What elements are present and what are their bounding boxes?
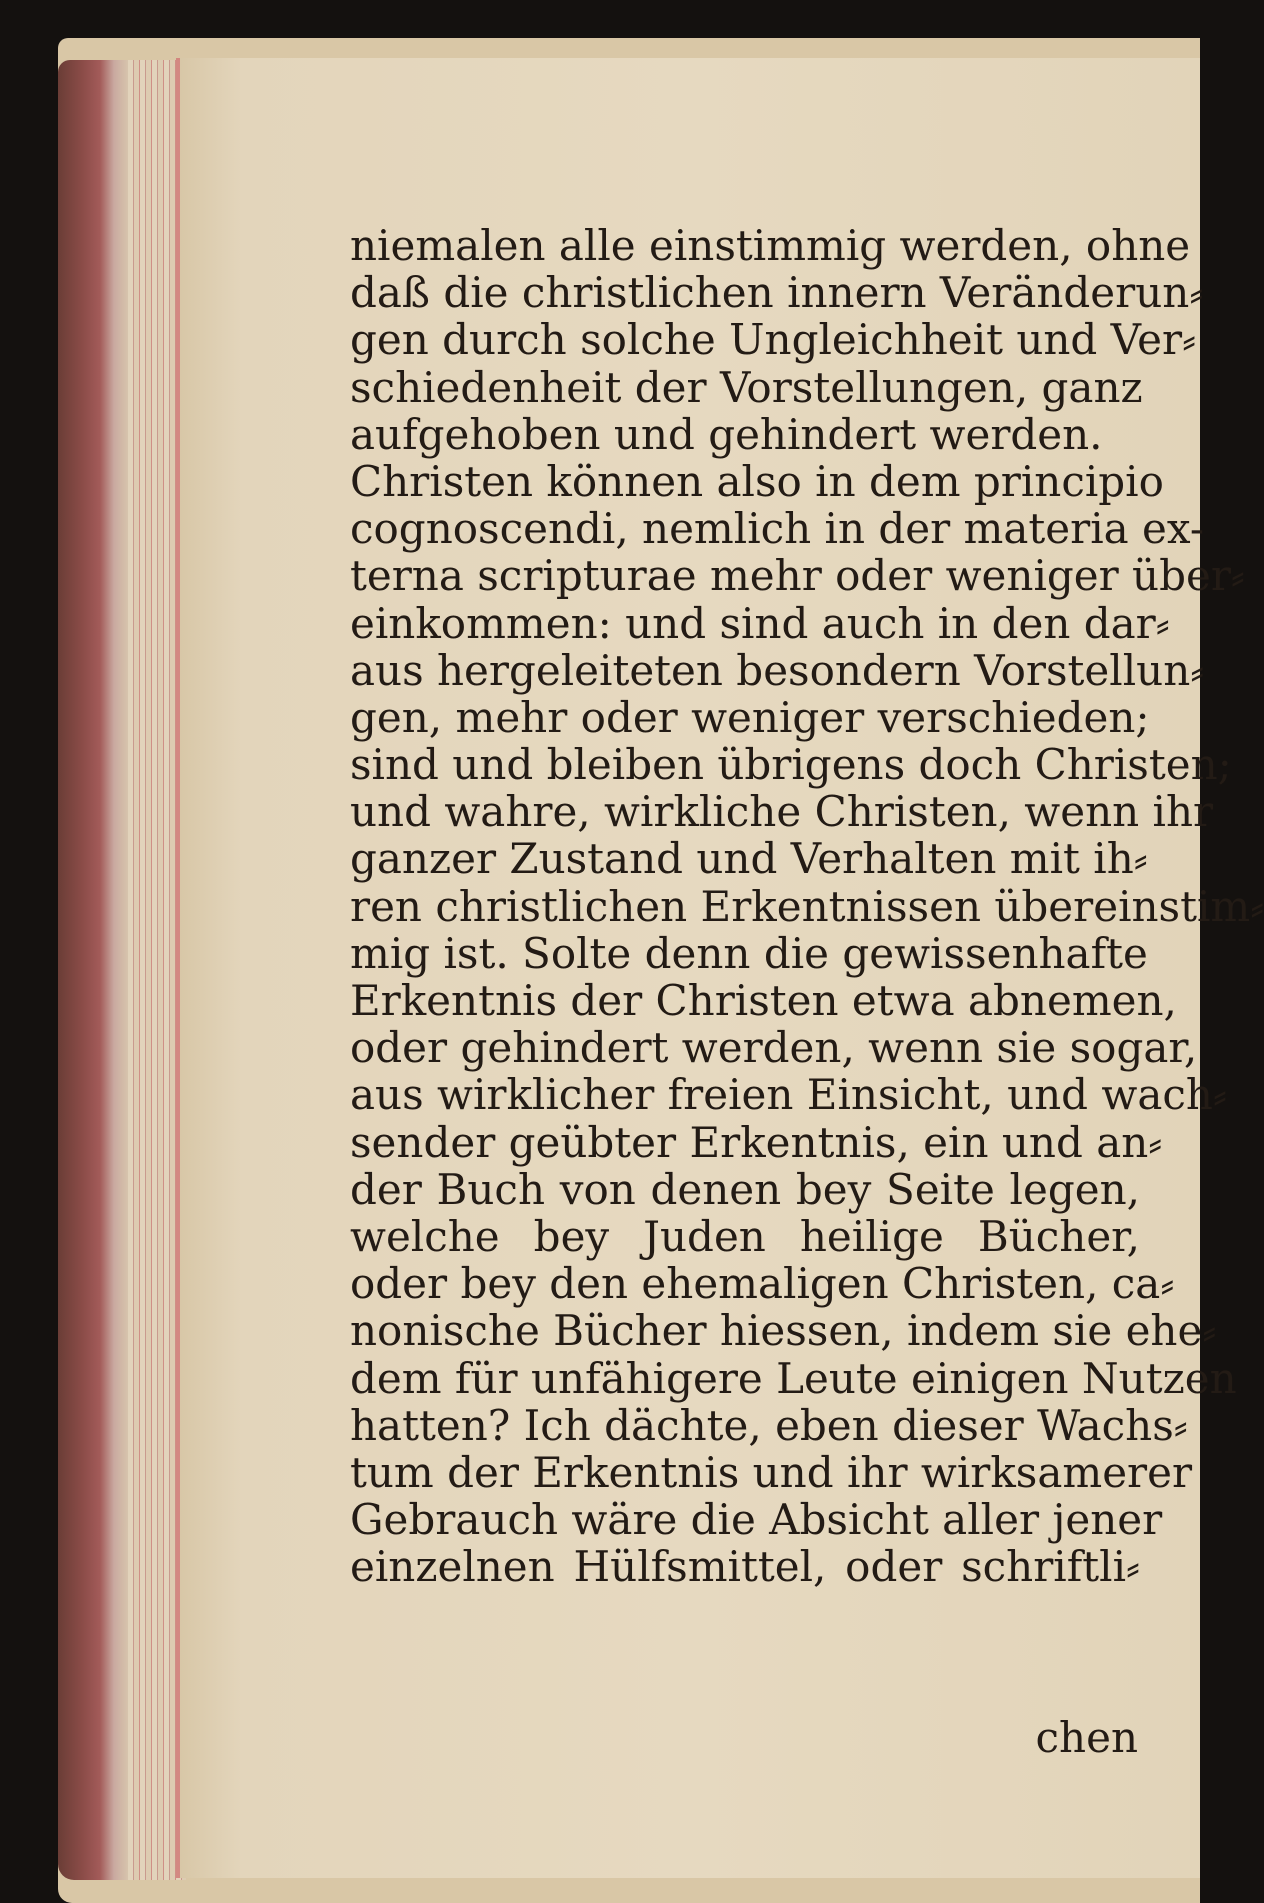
text-line: cognoscendi, nemlich in der materia ex-: [350, 504, 1205, 554]
text-line: nonische Bücher hiessen, indem sie ehe⸗: [350, 1306, 1217, 1356]
text-line: gen, mehr oder weniger verschieden;: [350, 692, 1150, 742]
body-text: [350, 221, 1264, 1592]
text-line: oder gehindert werden, wenn sie sogar,: [350, 1023, 1198, 1073]
text-line: daß die christlichen innern Veränderun⸗: [350, 268, 1204, 318]
text-line: niemalen alle einstimmig werden, ohne: [350, 221, 1191, 270]
text-line: terna scripturae mehr oder weniger über⸗: [350, 551, 1245, 601]
red-margin-rule: [176, 58, 180, 1878]
text-line: dem für unfähigere Leute einigen Nutzen: [350, 1353, 1237, 1403]
text-line: oder bey den ehemaligen Christen, ca⸗: [350, 1259, 1175, 1309]
text-line: einzelnen Hülfsmittel, oder schriftli⸗: [350, 1542, 1140, 1592]
text-line: gen durch solche Ungleichheit und Ver⸗: [350, 315, 1197, 365]
text-line: aus hergeleiteten besondern Vorstellun⸗: [350, 645, 1205, 695]
text-line: ganzer Zustand und Verhalten mit ih⸗: [350, 834, 1148, 884]
text-line: hatten? Ich dächte, eben dieser Wachs⸗: [350, 1400, 1188, 1450]
text-line: welche bey Juden heilige Bücher,: [350, 1211, 1140, 1261]
text-line: Erkentnis der Christen etwa abnemen,: [350, 976, 1177, 1025]
text-line: Christen können also in dem principio: [350, 456, 1164, 506]
text-line: schiedenheit der Vorstellungen, ganz: [350, 362, 1143, 412]
text-line: und wahre, wirkliche Christen, wenn ihr: [350, 787, 1214, 837]
text-line: Gebrauch wäre die Absicht aller jener: [350, 1495, 1163, 1545]
text-line: aufgehoben und gehindert werden.: [350, 409, 1103, 459]
text-line: sind und bleiben übrigens doch Christen;: [350, 740, 1232, 790]
text-line: sender geübter Erkentnis, ein und an⸗: [350, 1117, 1163, 1167]
text-line: der Buch von denen bey Seite legen,: [350, 1164, 1140, 1214]
text-line: ren christlichen Erkentnissen übereinstim⸗: [350, 881, 1264, 931]
text-line: mig ist. Solte denn die gewissenhafte: [350, 928, 1148, 978]
text-line: tum der Erkentnis und ihr wirksamerer: [350, 1447, 1193, 1497]
text-line: aus wirklicher freien Einsicht, und wach⸗: [350, 1070, 1227, 1120]
text-line: einkommen: und sind auch in den dar⸗: [350, 598, 1170, 648]
catchword: chen: [1035, 1713, 1138, 1762]
book-cover-edge: [58, 60, 128, 1880]
